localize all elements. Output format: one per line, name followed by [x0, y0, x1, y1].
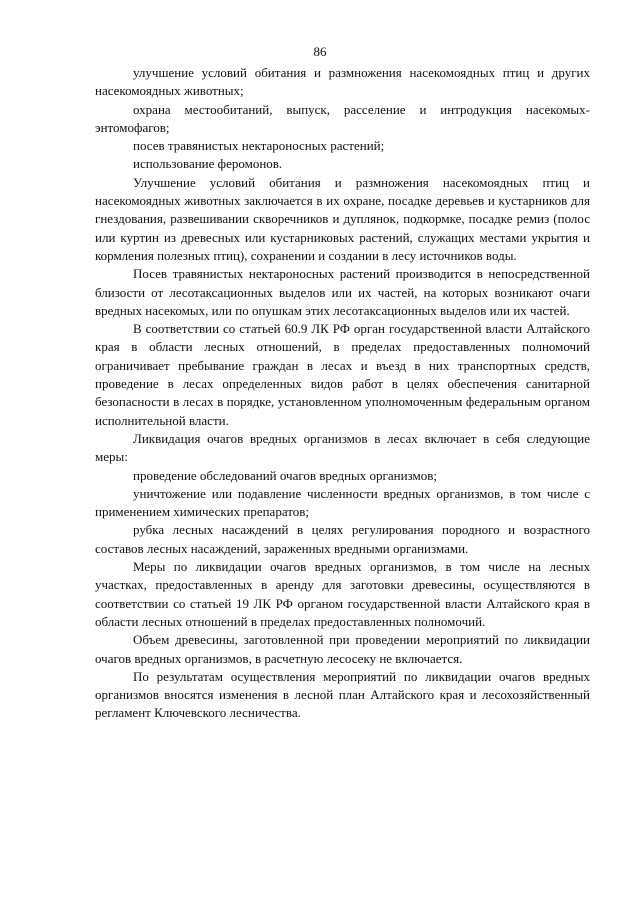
paragraph: В соответствии со статьей 60.9 ЛК РФ орган государственной власти Алтайского края в области лесных отношений, в пределах предоставленных полномочий ограничивает пребывание граждан в лесах и въезд в них транспортных средств, проведение в лесах определенных видов работ в целях обеспечения санитарной безопасности в лесах в порядке, установленном уполномоченным федеральным органом исполнительной власти. — [95, 321, 590, 428]
paragraph: рубка лесных насаждений в целях регулирования породного и возрастного составов лесных насаждений, зараженных вредными организмами. — [95, 522, 590, 556]
paragraph: улучшение условий обитания и размножения насекомоядных птиц и других насекомоядных животных; — [95, 65, 590, 99]
paragraph: Объем древесины, заготовленной при проведении мероприятий по ликвидации очагов вредных организмов, в расчетную лесосеку не включается. — [95, 632, 590, 666]
paragraph: посев травянистых нектароносных растений; — [133, 138, 385, 154]
paragraph: проведение обследований очагов вредных организмов; — [133, 467, 437, 483]
paragraph: уничтожение или подавление численности вредных организмов, в том числе с применением химических препаратов; — [95, 485, 590, 520]
page-number: 86 — [313, 44, 327, 59]
paragraph: Посев травянистых нектароносных растений производится в непосредственной близости от лесотаксационных выделов или их частей, на которых возникают очаги вредных насекомых, или по опушкам этих лесотаксационных выделов или их частей. — [95, 266, 590, 318]
paragraph: Меры по ликвидации очагов вредных организмов, в том числе на лесных участках, предоставленных в аренду для заготовки древесины, осуществляются в соответствии со статьей 19 ЛК РФ органом государственной власти Алтайского края в области лесных отношений в пределах предоставленных полномочий. — [95, 559, 590, 629]
paragraph: Улучшение условий обитания и размножения насекомоядных птиц и насекомоядных животных заключается в их охране, посадке деревьев и кустарников для гнездования, развешивании скворечников и дуплянок, подкормке, посадке ремиз (полос или куртин из древесных или кустарниковых растений, служащих местами укрытия и кормления полезных птиц), сохранении и создании в лесу источников воды. — [95, 174, 590, 263]
paragraph: использование феромонов. — [133, 156, 283, 172]
document-body — [95, 64, 590, 723]
paragraph: Ликвидация очагов вредных организмов в лесах включает в себя следующие меры: — [95, 430, 590, 465]
paragraph: По результатам осуществления мероприятий по ликвидации очагов вредных организмов вносятся изменения в лесной план Алтайского края и лесохозяйственный регламент Ключевского лесничества. — [95, 668, 590, 721]
paragraph: охрана местообитаний, выпуск, расселение и интродукция насекомых-энтомофагов; — [95, 101, 590, 135]
